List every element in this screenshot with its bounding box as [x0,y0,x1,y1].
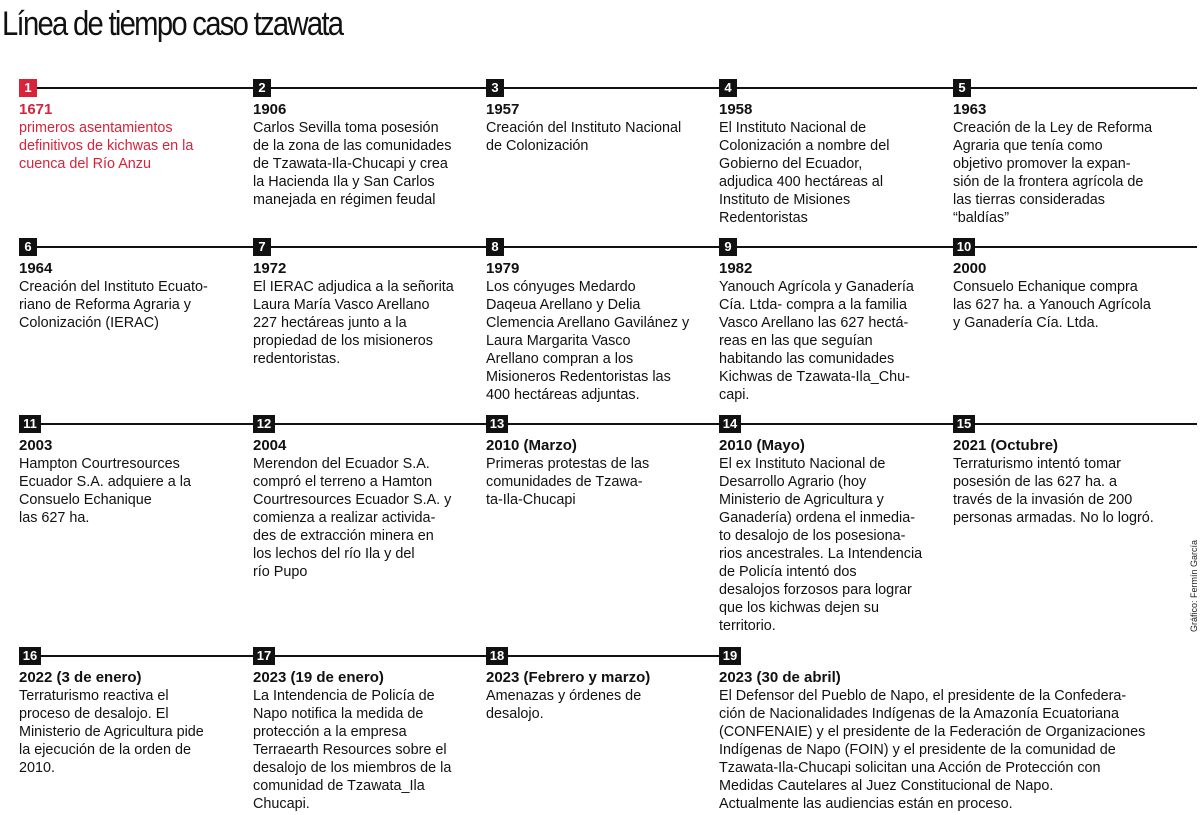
event-year: 2023 (Febrero y marzo) [486,669,651,686]
event-year: 1957 [486,101,520,118]
event-number-badge: 17 [253,647,275,665]
event-year: 2004 [253,437,287,454]
event-number-badge: 10 [953,238,975,256]
event-number-badge: 4 [719,79,737,97]
event-description: Consuelo Echanique compra las 627 ha. a Yanouch Agrícola y Ganadería Cía. Ltda. [953,279,1151,331]
event-description: El ex Instituto Nacional de Desarrollo Agrario (hoy Ministerio de Agricultura y Ganadería) ordena el inmedia- to desalojo de los posesiona- rios ancestrales. La Intendencia de Policía intentó dos desalojos forzosos para lograr que los kichwas dejen su territorio. [719,456,923,634]
timeline-row-2-line [19,246,1197,248]
event-description: Los cónyuges Medardo Daqeua Arellano y Delia Clemencia Arellano Gavilánez y Laura Margarita Vasco Arellano compran a los Misioneros Redentoristas las 400 hectáreas adjuntas. [486,279,690,403]
event-description: Creación del Instituto Ecuato- riano de Reforma Agraria y Colonización (IERAC) [19,279,208,331]
event-number-badge: 14 [719,415,741,433]
event-description: Creación del Instituto Nacional de Colonización [486,120,682,154]
event-number-badge: 1 [19,79,37,97]
event-number-badge: 3 [486,79,504,97]
event-description: Hampton Courtresources Ecuador S.A. adquiere a la Consuelo Echanique las 627 ha. [19,456,191,526]
event-number-badge: 5 [953,79,971,97]
event-year: 2023 (30 de abril) [719,669,841,686]
event-year: 2022 (3 de enero) [19,669,142,686]
event-number-badge: 11 [19,415,41,433]
event-year: 2003 [19,437,53,454]
timeline-row-4-line [19,655,739,657]
event-description: Merendon del Ecuador S.A. compró el terreno a Hamton Courtresources Ecuador S.A. y comienza a realizar activida- des de extracción minera en los lechos del río Ila y del río Pupo [253,456,452,580]
graphic-credit: Gráfico: Fermín García [1189,539,1199,632]
event-number-badge: 19 [719,647,741,665]
event-year: 2010 (Marzo) [486,437,577,454]
event-year: 1972 [253,260,287,277]
page-title: Línea de tiempo caso tzawata [2,5,343,43]
event-description: El Instituto Nacional de Colonización a nombre del Gobierno del Ecuador, adjudica 400 hectáreas al Instituto de Misiones Redentoristas [719,120,890,226]
event-description: El Defensor del Pueblo de Napo, el presidente de la Confedera- ción de Nacionalidades Indígenas de la Amazonía Ecuatoriana (CONFENAIE) y el presidente de la Federación de Organizaciones Indígenas de Napo (FOIN) y el presidente de la comunidad de Tzawata-Ila-Chucapi solicitan una Acción de Protección con Medidas Cautelares al Juez Constitucional de Napo. Actualmente las audiencias están en proceso. [719,688,1146,812]
event-description: El IERAC adjudica a la señorita Laura María Vasco Arellano 227 hectáreas junto a la propiedad de los misioneros redentoristas. [253,279,454,367]
event-year: 2023 (19 de enero) [253,669,384,686]
event-number-badge: 9 [719,238,737,256]
event-description: Primeras protestas de las comunidades de Tzawa- ta-Ila-Chucapi [486,456,650,508]
event-number-badge: 15 [953,415,975,433]
event-number-badge: 16 [19,647,41,665]
event-description: Creación de la Ley de Reforma Agraria que tenía como objetivo promover la expan- sión de la frontera agrícola de las tierras consideradas “baldías” [953,120,1153,226]
timeline-row-3-line [19,423,1197,425]
event-description: Yanouch Agrícola y Ganadería Cía. Ltda- compra a la familia Vasco Arellano las 627 hectá- reas en las que seguían habitando las comunidades Kichwas de Tzawata-Ila_Chu- capi. [719,279,914,403]
event-year: 2000 [953,260,987,277]
event-year: 1958 [719,101,753,118]
event-number-badge: 7 [253,238,271,256]
event-description: Terraturismo reactiva el proceso de desalojo. El Ministerio de Agricultura pide la ejecución de la orden de 2010. [19,688,204,776]
event-number-badge: 2 [253,79,271,97]
event-description: Amenazas y órdenes de desalojo. [486,688,642,722]
event-year: 1963 [953,101,987,118]
event-year: 2021 (Octubre) [953,437,1059,454]
event-number-badge: 6 [19,238,37,256]
event-year: 1906 [253,101,287,118]
event-description: Terraturismo intentó tomar posesión de las 627 ha. a través de la invasión de 200 personas armadas. No lo logró. [953,456,1154,526]
event-year: 1964 [19,260,53,277]
event-number-badge: 13 [486,415,508,433]
event-description: Carlos Sevilla toma posesión de la zona de las comunidades de Tzawata-Ila-Chucapi y crea la Hacienda Ila y San Carlos manejada en régimen feudal [253,120,452,208]
event-number-badge: 8 [486,238,504,256]
event-number-badge: 18 [486,647,508,665]
event-description: primeros asentamientos definitivos de kichwas en la cuenca del Río Anzu [19,120,194,172]
timeline-row-1-line [19,87,1197,89]
event-description: La Intendencia de Policía de Napo notifica la medida de protección a la empresa Terraearth Resources sobre el desalojo de los miembros de la comunidad de Tzawata_Ila Chucapi. [253,688,452,812]
event-number-badge: 12 [253,415,275,433]
event-year: 1979 [486,260,520,277]
event-year: 1671 [19,101,53,118]
event-year: 2010 (Mayo) [719,437,805,454]
event-year: 1982 [719,260,753,277]
